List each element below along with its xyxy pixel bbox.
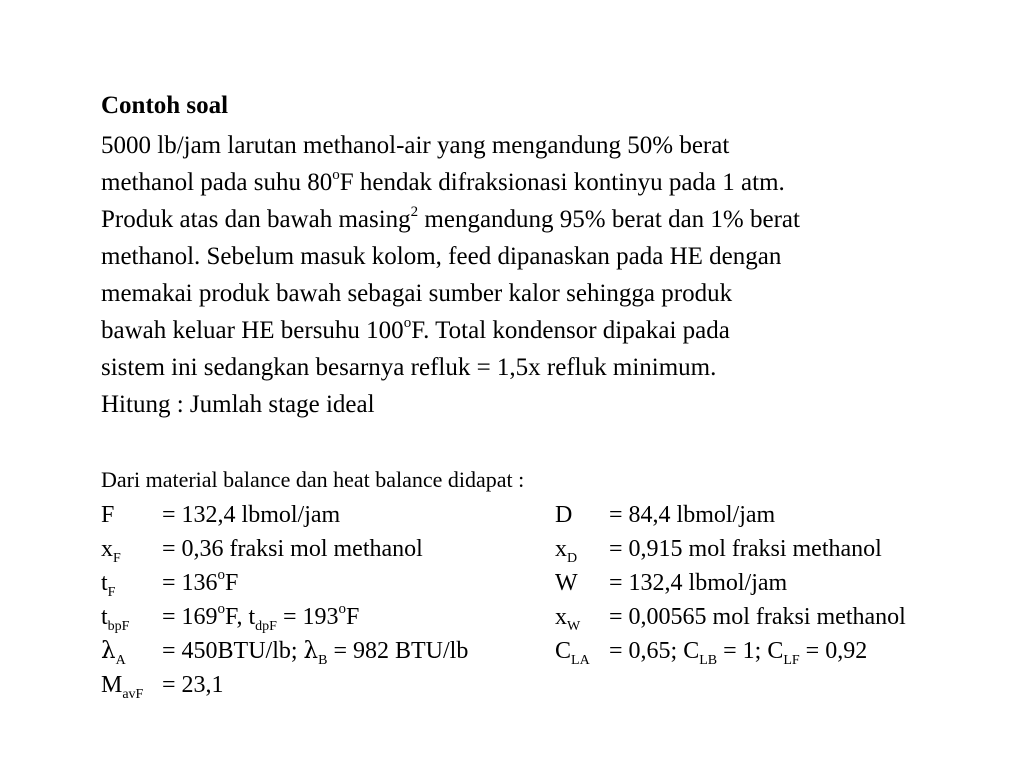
lambda-symbol: λ (101, 638, 116, 664)
value (162, 635, 468, 667)
value (609, 635, 867, 667)
symbol-base: t (101, 604, 108, 630)
symbol-subscript: A (115, 652, 126, 668)
text-run: = 136 (162, 570, 218, 596)
text-run: = 193 (276, 604, 339, 630)
symbol-subscript: avF (122, 686, 144, 702)
degree-superscript: o (332, 166, 340, 183)
text-run: mengandung 95% berat dan 1% berat (418, 206, 800, 233)
problem-statement (101, 127, 1001, 423)
value: = 0,00565 mol fraksi methanol (609, 604, 906, 630)
symbol (101, 635, 126, 667)
text-run: bawah keluar HE bersuhu 100 (101, 317, 404, 344)
symbol-base: W (555, 570, 578, 596)
symbol (101, 499, 114, 531)
value: = 23,1 (162, 672, 224, 698)
slide-title: Contoh soal (101, 92, 229, 119)
symbol-base: x (555, 536, 567, 562)
symbol (555, 499, 572, 531)
symbol-base: D (555, 502, 573, 528)
table-row (101, 499, 981, 533)
text-run: = 1; C (717, 638, 784, 664)
value (162, 601, 359, 633)
symbol-subscript: LA (571, 652, 590, 668)
symbol (555, 567, 578, 599)
degree-superscript: o (338, 601, 346, 617)
value (162, 567, 238, 599)
symbol-subscript: F (113, 550, 121, 566)
symbol-subscript: W (567, 618, 581, 634)
problem-line: sistem ini sedangkan besarnya refluk = 1,5x refluk minimum. (101, 354, 717, 381)
text-run: = 169 (162, 604, 218, 630)
table-row (101, 635, 981, 669)
table-row (101, 669, 981, 703)
table-row (101, 567, 981, 601)
symbol-subscript: F (107, 584, 116, 600)
text-run: F, t (225, 604, 256, 630)
problem-line: memakai produk bawah sebagai sumber kalor sehingga produk (101, 280, 733, 307)
symbol (101, 669, 143, 701)
superscript: 2 (410, 203, 419, 220)
subscript: B (318, 652, 328, 668)
symbol-base: M (101, 672, 123, 698)
symbol-subscript: D (567, 550, 578, 566)
problem-line: methanol. Sebelum masuk kolom, feed dipanaskan pada HE dengan (101, 243, 782, 270)
problem-line (101, 312, 1001, 349)
symbol (101, 601, 129, 633)
subscript: LB (699, 652, 718, 668)
symbol (101, 533, 121, 565)
symbol (101, 567, 115, 599)
material-balance-heading: Dari material balance dan heat balance didapat : (101, 467, 525, 492)
problem-line: 5000 lb/jam larutan methanol-air yang mengandung 50% berat (101, 132, 730, 159)
value: = 84,4 lbmol/jam (609, 502, 776, 528)
text-run: Produk atas dan bawah masing (101, 206, 411, 233)
symbol-base: t (101, 570, 108, 596)
text-run: = 0,92 (799, 638, 868, 664)
symbol-base: x (555, 604, 567, 630)
subscript: dpF (255, 618, 277, 634)
value: = 0,915 mol fraksi methanol (609, 536, 882, 562)
text-run: F. Total kondensor dipakai pada (411, 317, 730, 344)
symbol-base: x (101, 536, 113, 562)
value: = 132,4 lbmol/jam (162, 502, 341, 528)
value: = 132,4 lbmol/jam (609, 570, 788, 596)
symbol-subscript: bpF (107, 618, 130, 634)
text-run: F hendak difraksionasi kontinyu pada 1 atm. (339, 169, 785, 196)
symbol-base: F (101, 502, 115, 528)
lambda-symbol: λ (303, 638, 319, 664)
value: = 0,36 fraksi mol methanol (162, 536, 423, 562)
text-run: F (225, 570, 239, 596)
symbol (555, 635, 590, 667)
text-run: = 0,65; C (609, 638, 700, 664)
problem-line (101, 164, 1001, 201)
table-row (101, 533, 981, 567)
text-run: = 450BTU/lb; (162, 638, 304, 664)
subscript: LF (783, 652, 800, 668)
symbol-base: C (555, 638, 572, 664)
symbol (555, 601, 580, 633)
material-balance-table (101, 499, 981, 703)
degree-superscript: o (217, 567, 226, 583)
degree-superscript: o (217, 601, 226, 617)
symbol (555, 533, 577, 565)
table-row (101, 601, 981, 635)
text-run: methanol pada suhu 80 (101, 169, 333, 196)
problem-question: Hitung : Jumlah stage ideal (101, 391, 375, 418)
problem-line (101, 201, 1001, 238)
text-run: = 982 BTU/lb (327, 638, 469, 664)
degree-superscript: o (403, 314, 412, 331)
text-run: F (345, 604, 360, 630)
